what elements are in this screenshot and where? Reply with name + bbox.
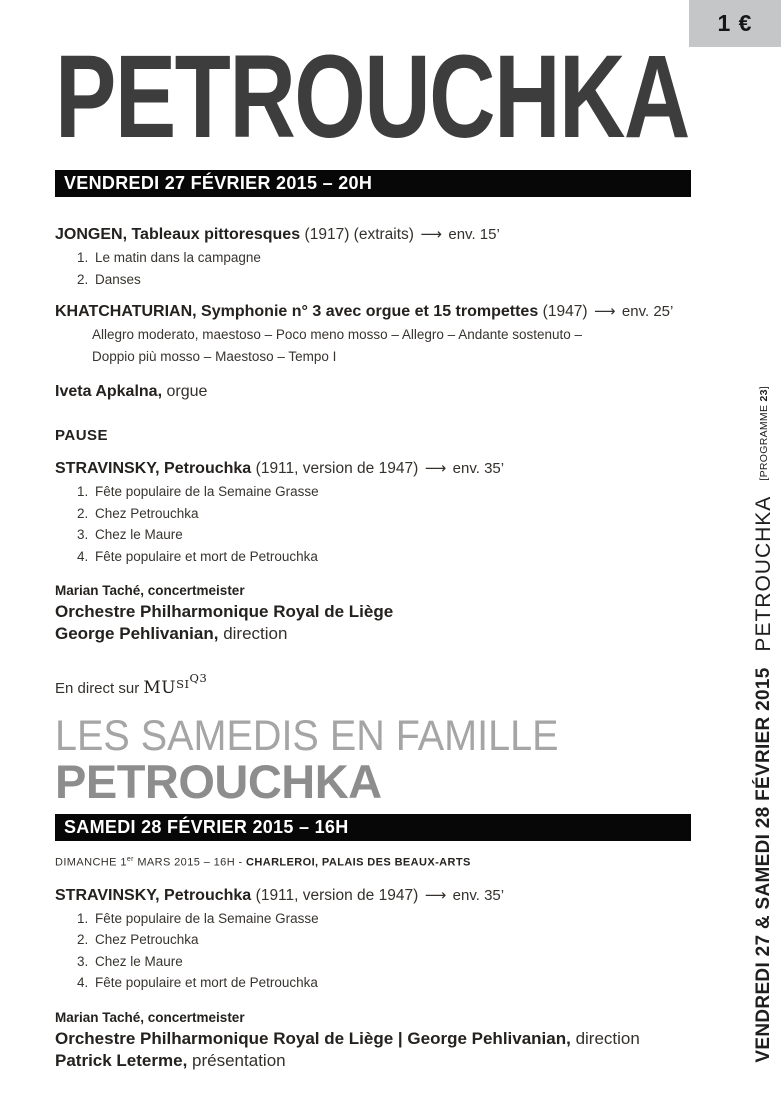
note-ordinal: er — [126, 856, 134, 863]
work-stravinsky-title-line — [55, 459, 691, 478]
composer-work-title: KHATCHATURIAN, Symphonie n° 3 avec orgue et 15 trompettes — [55, 303, 539, 320]
arrow-right-icon: ⟶ — [424, 886, 447, 904]
tempo-markings — [55, 324, 691, 368]
programme-number: 23 — [758, 389, 770, 402]
concert1-date-label: VENDREDI 27 FÉVRIER 2015 – 20H — [64, 173, 373, 193]
movement-item: 1. Le matin dans la campagne — [92, 247, 691, 269]
arrow-right-icon: ⟶ — [424, 460, 447, 477]
movement-item: 4. Fête populaire et mort de Petrouchka — [92, 546, 691, 568]
price-badge: 1 € — [689, 0, 781, 47]
movement-item: 3. Chez le Maure — [92, 524, 691, 546]
work-details: (1947) — [542, 303, 588, 320]
concert2-credits — [55, 1008, 691, 1072]
orchestra-line: Orchestre Philharmonique Royal de Liège — [55, 602, 394, 621]
work-duration: env. 35’ — [452, 460, 505, 477]
composer-work-title: STRAVINSKY, Petrouchka — [55, 886, 252, 904]
conductor-line — [55, 623, 691, 645]
movement-item: 1. Fête populaire de la Semaine Grasse — [92, 481, 691, 503]
movement-list — [55, 908, 691, 994]
conductor-role: direction — [223, 624, 288, 643]
musiq3-logo-q3: Q3 — [189, 671, 208, 685]
concert1-credits — [55, 581, 691, 645]
broadcast-line — [55, 667, 691, 700]
concert2-date-banner — [55, 814, 691, 841]
work-stravinsky-2 — [55, 886, 691, 994]
orchestra-conductor-names: Orchestre Philharmonique Royal de Liège | George Pehlivanian, — [55, 1028, 571, 1048]
presenter-name: Patrick Leterme, — [55, 1050, 188, 1070]
sidebar-programme-number — [758, 386, 770, 481]
work-khatchaturian-title-line — [55, 302, 691, 321]
movement-item: 2. Chez Petrouchka — [92, 929, 691, 951]
musiq3-logo-mu: MU — [143, 678, 177, 698]
concert2-date-label: SAMEDI 28 FÉVRIER 2015 – 16H — [64, 817, 349, 837]
series-title — [55, 714, 691, 758]
work-khatchaturian — [55, 302, 691, 368]
programme-prefix: [PROGRAMME — [758, 401, 770, 482]
extra-date-note — [55, 853, 691, 870]
series-title-text: LES SAMEDIS EN FAMILLE — [55, 712, 559, 760]
sidebar-vertical-text — [752, 386, 776, 1063]
tempo-line: Allegro moderato, maestoso – Poco meno mosso – Allegro – Andante sostenuto – — [92, 327, 583, 342]
musiq3-logo-si: SI — [176, 677, 190, 691]
arrow-right-icon: ⟶ — [593, 303, 616, 320]
soloist-role: orgue — [166, 383, 208, 400]
arrow-right-icon: ⟶ — [420, 226, 442, 243]
work-details: (1911, version de 1947) — [255, 886, 419, 904]
movement-item: 2. Chez Petrouchka — [92, 503, 691, 525]
soloist-name: Iveta Apkalna, — [55, 383, 163, 400]
soloist-line — [55, 382, 691, 402]
orchestra-conductor-line — [55, 1028, 691, 1050]
presenter-line — [55, 1050, 691, 1072]
movement-item: 3. Chez le Maure — [92, 951, 691, 973]
page-title: PETROUCHKA — [55, 31, 689, 163]
note-venue: CHARLEROI, PALAIS DES BEAUX-ARTS — [246, 856, 471, 869]
presenter-role: présentation — [192, 1050, 286, 1070]
work-stravinsky — [55, 459, 691, 567]
work-duration: env. 15’ — [448, 226, 500, 243]
program-page — [55, 0, 691, 1072]
concert1-date-banner — [55, 170, 691, 197]
work-jongen-title-line — [55, 225, 691, 244]
broadcast-prefix: En direct sur — [55, 680, 140, 697]
work-stravinsky-2-title-line — [55, 886, 691, 905]
work-duration: env. 35’ — [452, 886, 505, 904]
work-details: (1911, version de 1947) — [255, 460, 419, 477]
movement-item: 1. Fête populaire de la Semaine Grasse — [92, 908, 691, 930]
composer-work-title: JONGEN, Tableaux pittoresques — [55, 226, 301, 243]
sidebar-title: PETROUCHKA — [752, 496, 775, 653]
pause-label: PAUSE — [55, 427, 109, 444]
movement-list — [55, 481, 691, 567]
note-mid: MARS 2015 – 16H - — [133, 856, 247, 869]
movement-list — [55, 247, 691, 290]
note-prefix: DIMANCHE 1 — [55, 856, 127, 869]
work-jongen — [55, 225, 691, 290]
conductor-role: direction — [575, 1028, 640, 1048]
concertmeister-line: Marian Taché, concertmeister — [55, 583, 245, 598]
musiq3-logo — [143, 671, 208, 698]
composer-work-title: STRAVINSKY, Petrouchka — [55, 460, 252, 477]
work-duration: env. 25’ — [621, 303, 674, 320]
movement-item: 2. Danses — [92, 269, 691, 291]
series-subtitle: PETROUCHKA — [55, 755, 382, 808]
movement-item: 4. Fête populaire et mort de Petrouchka — [92, 972, 691, 994]
programme-suffix: ] — [758, 386, 770, 390]
conductor-name: George Pehlivanian, — [55, 624, 219, 643]
concertmeister-line: Marian Taché, concertmeister — [55, 1009, 245, 1025]
tempo-line: Doppio più mosso – Maestoso – Tempo I — [92, 349, 337, 364]
work-details: (1917) (extraits) — [304, 226, 414, 243]
sidebar-dates: VENDREDI 27 & SAMEDI 28 FÉVRIER 2015 — [753, 667, 774, 1063]
